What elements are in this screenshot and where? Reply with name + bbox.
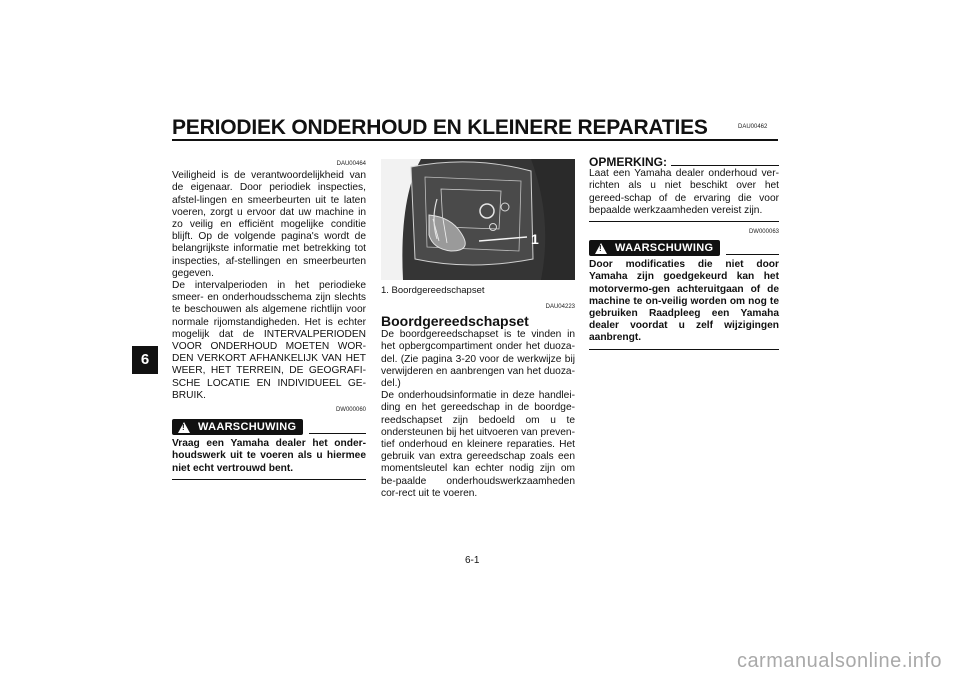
warning-text: Door modificaties die niet door Yamaha zijn goedgekeurd kan het motorvermo-gen achteruitgaan of de machine te on-veilig worden om nog te gebruiken Raadpleeg een Yamaha dealer voordat u zelf wijzigingen aanbrengt.	[589, 259, 779, 344]
warning-label: WAARSCHUWING	[198, 421, 297, 434]
note-bottom-rule	[589, 221, 779, 222]
warning-icon: !	[178, 422, 190, 433]
warning-header	[172, 419, 366, 435]
warning-badge	[172, 419, 303, 435]
page-number: 6-1	[465, 555, 480, 566]
section-heading: Boordgereedschapset	[381, 313, 529, 330]
warning-icon: !	[595, 243, 607, 254]
warning-text: Vraag een Yamaha dealer het onder-houdswerk uit te voeren als u hiermee niet echt vertrouwd bent.	[172, 438, 366, 474]
paragraph-intervals: De intervalperioden in het periodieke smeer- en onderhoudsschema zijn slechts te beschouwen als algemene richtlijn voor normale rijomstandigheden. Het is echter mogelijk dat de INTERVALPERIODEN VOOR ONDERHOUD MOETEN WOR-DEN VERKORT AFHANKELIJK VAN HET WEER, HET TERREIN, DE GEOGRAFI-SCHE LOCATIE EN INDIVIDUEEL GE-BRUIK.	[172, 280, 366, 401]
figure-callout: 1	[531, 231, 539, 247]
warning-header-rule	[309, 433, 366, 434]
warning-code: DW000063	[748, 229, 779, 236]
warning-badge	[589, 240, 720, 256]
toolkit-figure	[381, 159, 575, 280]
column-2	[381, 301, 575, 500]
chapter-tab: 6	[132, 346, 158, 374]
warning-bottom-rule	[589, 349, 779, 350]
column-3	[589, 156, 779, 350]
warning-label: WAARSCHUWING	[615, 242, 714, 255]
paragraph-toolkit-location: De boordgereedschapset is te vinden in het opbergcompartiment onder het duoza-del. (Zie pagina 3-20 voor de werkwijze bij verwijderen en aanbrengen van het duoza-del.)	[381, 329, 575, 390]
figure-caption: 1. Boordgereedschapset	[381, 285, 485, 296]
note-text: Laat een Yamaha dealer onderhoud ver-richten als u niet beschikt over het gereed-schap of de ervaring die voor bepaalde werkzaamheden vereist zijn.	[589, 168, 779, 216]
note-label: OPMERKING:	[589, 155, 667, 169]
warning-code: DW000060	[335, 407, 366, 414]
warning-header	[589, 240, 779, 256]
note-header	[589, 156, 779, 168]
paragraph-toolkit-purpose: De onderhoudsinformatie in deze handlei-ding en het gereedschap in de boordge-reedschapset zijn bedoeld om u te ondersteunen bij het uitvoeren van preven-tief onderhoud en kleinere reparaties. Het gebruik van extra gereedschap zoals een momentsleutel kan echter nodig zijn om be-paalde onderhoudswerkzaamheden cor-rect uit te voeren.	[381, 390, 575, 499]
page-title: PERIODIEK ONDERHOUD EN KLEINERE REPARATIES	[172, 116, 708, 139]
watermark: carmanualsonline.info	[736, 650, 942, 672]
column-1	[172, 158, 366, 480]
title-code: DAU00462	[738, 124, 768, 130]
warning-header-rule	[726, 254, 779, 255]
paragraph-safety: Veiligheid is de verantwoordelijkheid van de eigenaar. Door periodiek inspecties, afstel-lingen en smeerbeurten uit te laten voeren, zorgt u ervoor dat uw machine in zo veilig en efficiënt mogelijke conditie blijft. Op de volgende pagina's wordt de belangrijkste informatie met betrekking tot inspecties, af-stellingen en smeerbeurten gegeven.	[172, 170, 366, 279]
section-code: DAU00464	[336, 161, 366, 167]
warning-bottom-rule	[172, 479, 366, 480]
section-code: DAU04223	[545, 304, 575, 310]
toolkit-illustration	[381, 159, 575, 280]
note-header-rule	[671, 165, 779, 166]
title-rule	[172, 139, 778, 141]
